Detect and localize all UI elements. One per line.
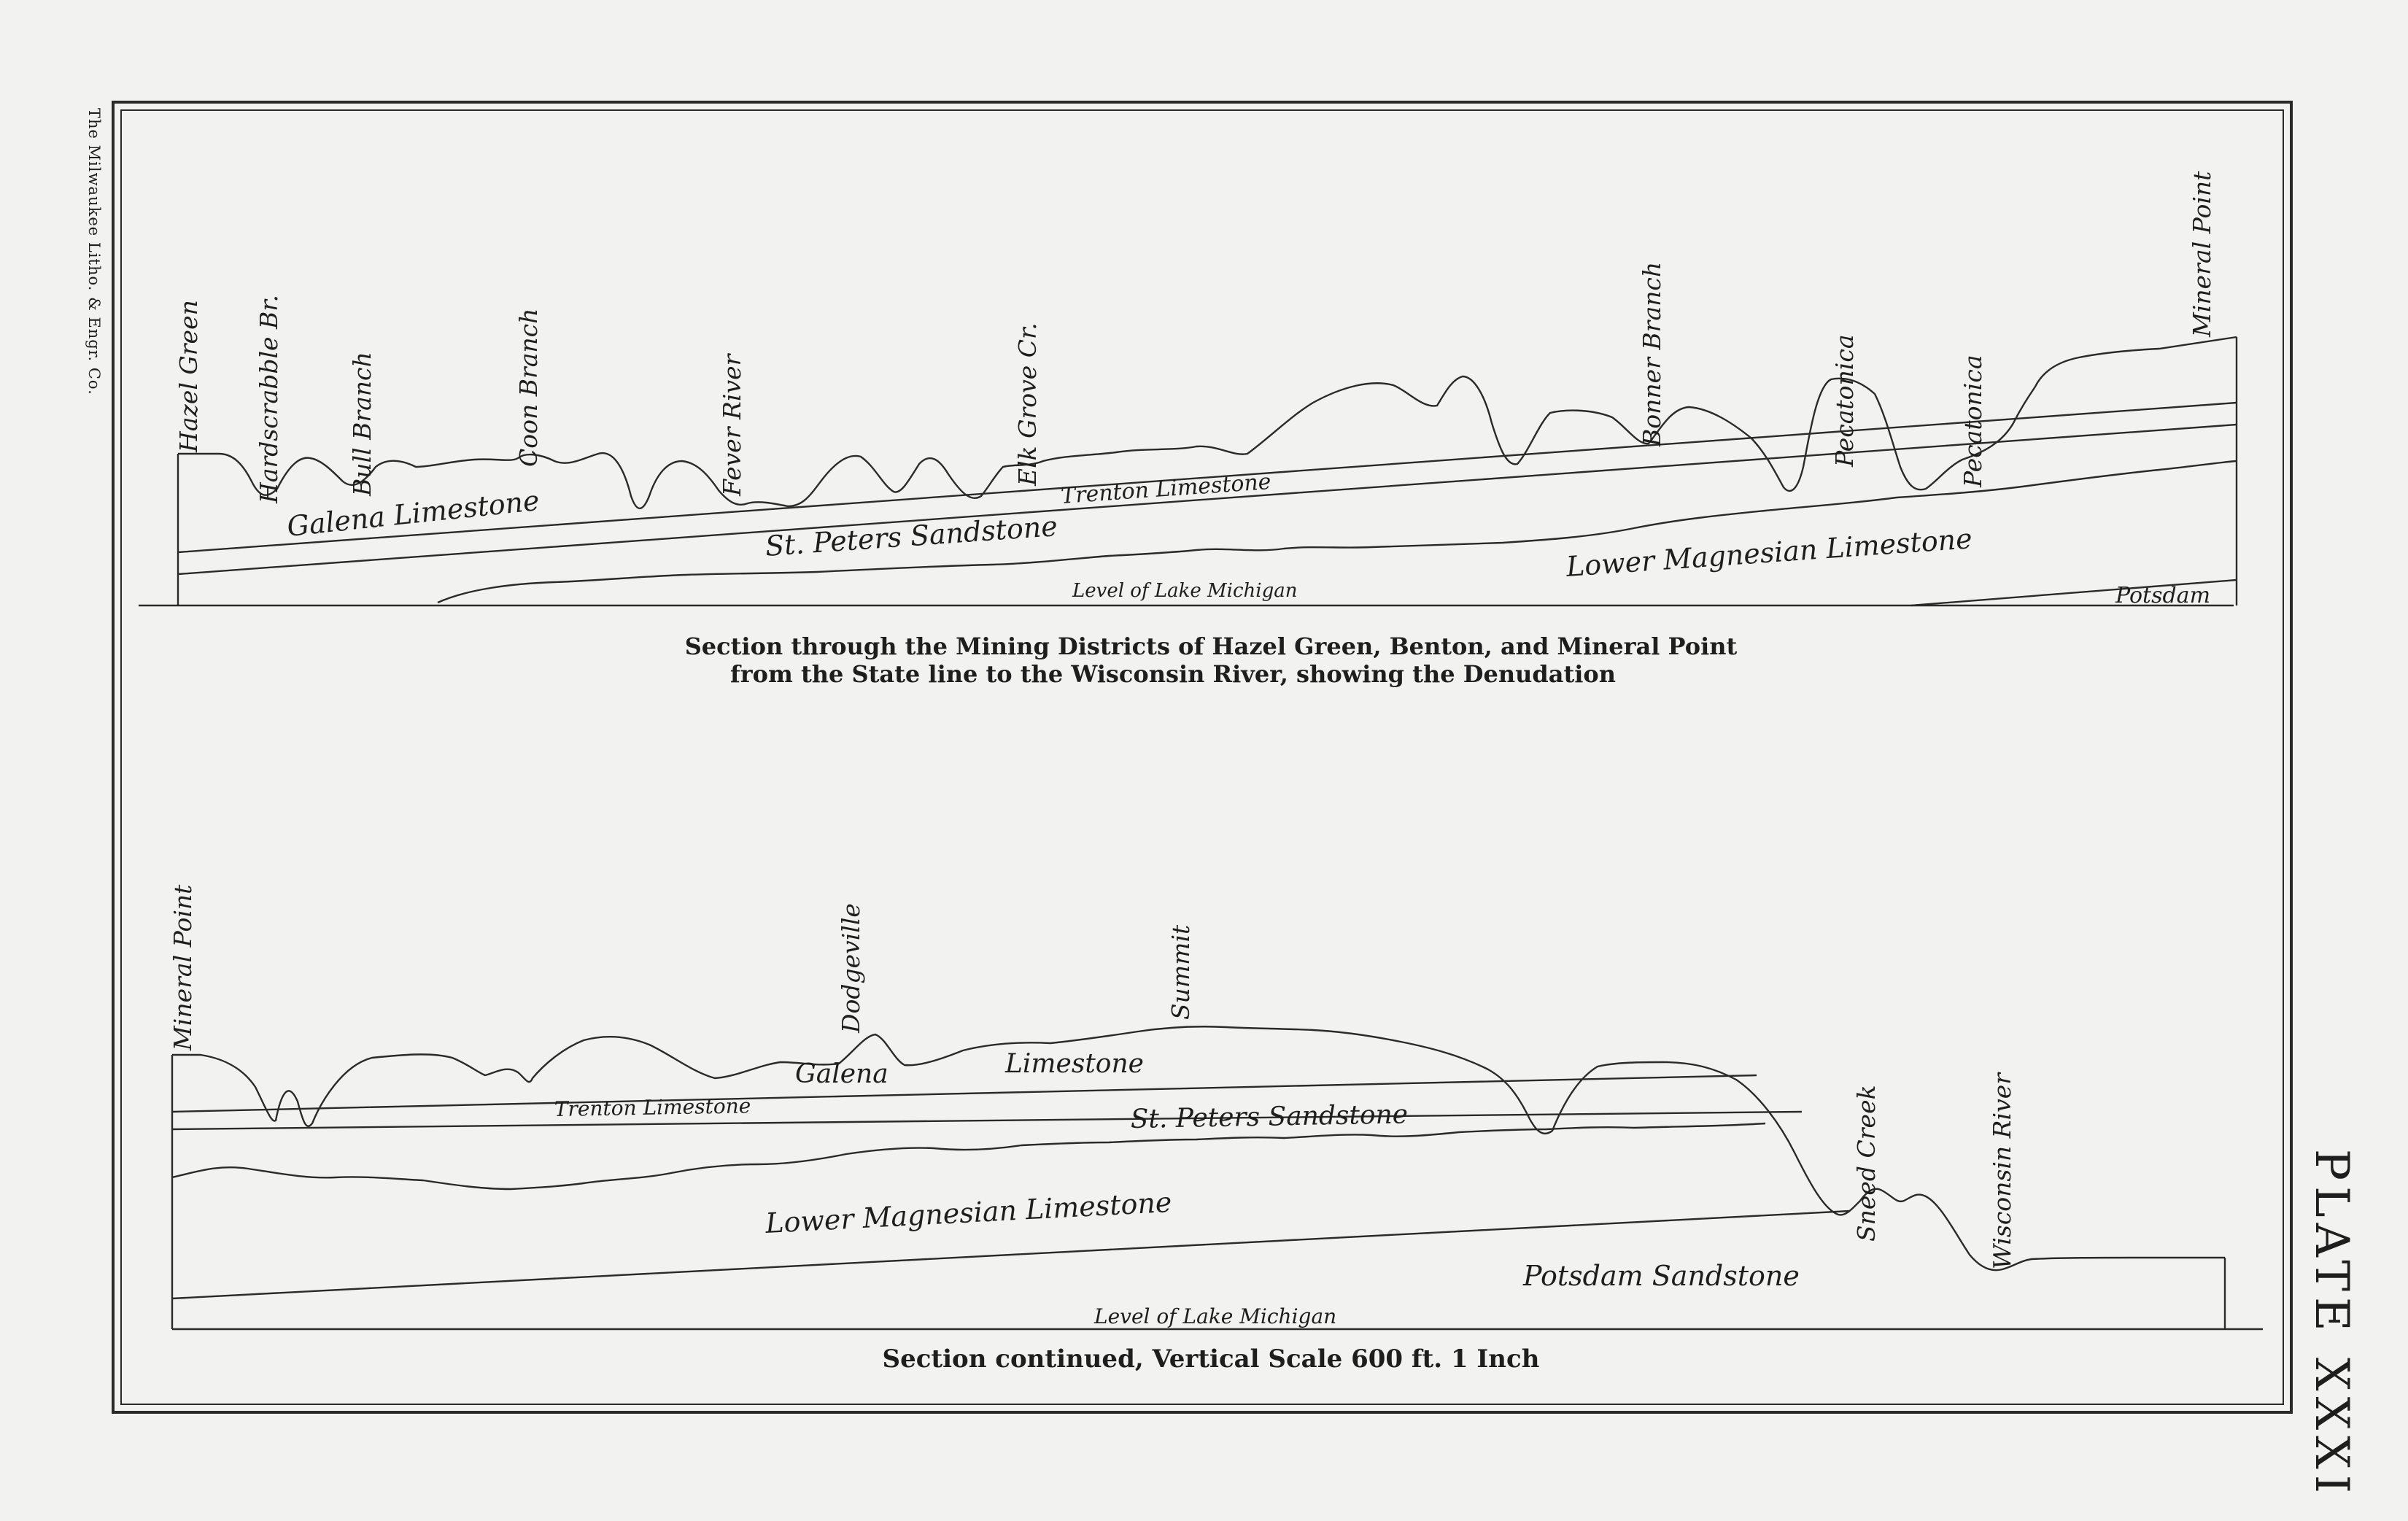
place-label-bonner-branch: Bonner Branch: [1638, 261, 1666, 446]
place-label-hardscrabble-br: Hardscrabble Br.: [255, 295, 283, 503]
place-label-pecatonica-2: Pecatonica: [1959, 355, 1987, 487]
lower-stpeters-base: [172, 1123, 1765, 1189]
outer-frame: [113, 102, 2291, 1412]
upper-section: [139, 171, 2237, 688]
lower-caption: Section continued, Vertical Scale 600 ft. 1 Inch: [882, 1344, 1540, 1374]
stratum-label-st-peters-sandstone: St. Peters Sandstone: [764, 510, 1059, 562]
place-label-fever-river: Fever River: [718, 354, 746, 496]
place-label-coon-branch: Coon Branch: [514, 308, 543, 467]
datum-label-lower: Level of Lake Michigan: [1094, 1304, 1337, 1328]
stratum-label-potsdam: Potsdam: [2115, 583, 2211, 608]
lower-section: [169, 884, 2263, 1374]
stratum-label-lower-magnesian-lower: Lower Magnesian Limestone: [764, 1185, 1173, 1239]
place-label-bull-branch: Bull Branch: [348, 352, 376, 496]
stratum-label-galena: Galena: [795, 1059, 889, 1089]
stratum-label-lower-magnesian: Lower Magnesian Limestone: [1565, 522, 1973, 583]
upper-caption-line-2: from the State line to the Wisconsin River, showing the Denudation: [730, 660, 1616, 688]
place-label-pecatonica-1: Pecatonica: [1830, 334, 1859, 467]
place-label-mineral-point-upper: Mineral Point: [2188, 171, 2216, 337]
lower-galena-base: [172, 1075, 1757, 1112]
inner-frame: [121, 110, 2283, 1404]
datum-label-upper: Level of Lake Michigan: [1072, 580, 1298, 602]
place-label-wisconsin-river: Wisconsin River: [1988, 1072, 2016, 1269]
stratum-label-trenton-limestone: Trenton Limestone: [1060, 468, 1272, 509]
place-label-summit: Summit: [1166, 924, 1195, 1020]
place-label-dodgeville: Dodgeville: [837, 903, 865, 1033]
lower-surface-profile: [172, 1026, 2225, 1270]
stratum-label-st-peters-sandstone-lower: St. Peters Sandstone: [1130, 1099, 1409, 1134]
stratum-label-limestone: Limestone: [1005, 1049, 1144, 1079]
plate-label: PLATE XXXI: [2304, 1149, 2358, 1499]
imprint-text: The Milwaukee Litho. & Engr. Co.: [85, 108, 103, 395]
stratum-label-potsdam-sandstone: Potsdam Sandstone: [1523, 1260, 1800, 1292]
place-label-elk-grove-cr: Elk Grove Cr.: [1013, 322, 1042, 486]
upper-caption-line-1: Section through the Mining Districts of Hazel Green, Benton, and Mineral Point: [684, 632, 1738, 660]
place-label-mineral-point-lower: Mineral Point: [169, 884, 197, 1050]
place-label-sneed-creek: Sneed Creek: [1852, 1085, 1881, 1242]
stratum-label-galena-limestone: Galena Limestone: [285, 484, 541, 543]
place-label-hazel-green: Hazel Green: [174, 300, 203, 452]
stratum-label-trenton-limestone-lower: Trenton Limestone: [554, 1094, 751, 1121]
